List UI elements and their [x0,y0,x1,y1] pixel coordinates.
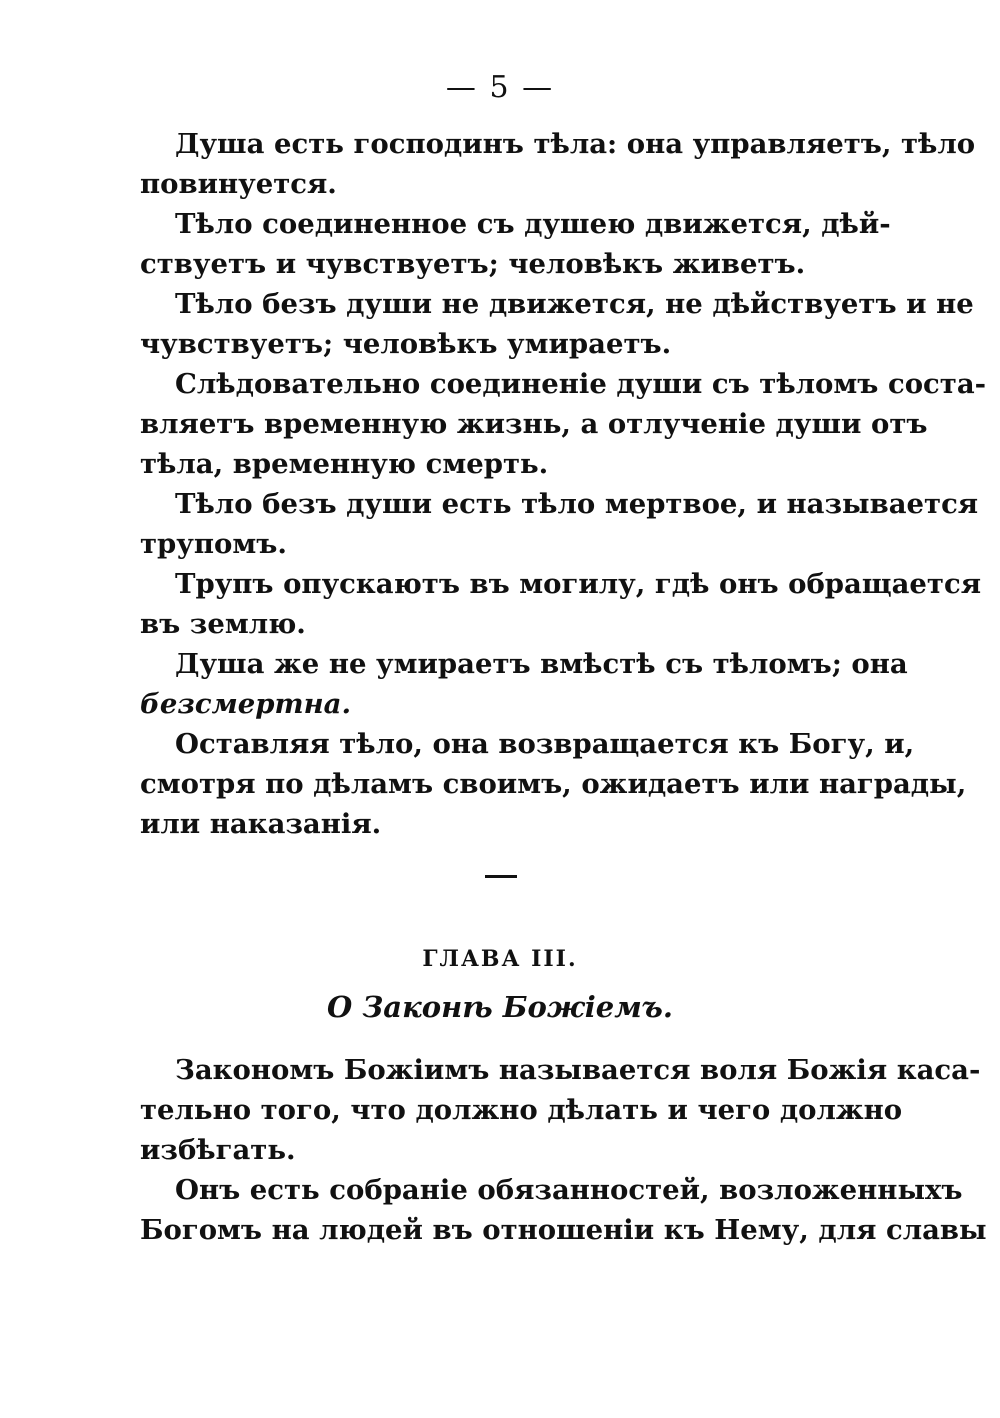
chapter-subtitle: О Законѣ Божіемъ. [327,990,673,1024]
paragraph [140,364,987,484]
section-divider [485,875,517,878]
paragraph [140,484,979,564]
paragraph [140,1170,987,1250]
body-text-section-1 [140,124,987,844]
text-line: чувствуетъ; человѣкъ умираетъ. [140,328,672,360]
text-line: въ землю. [140,608,306,640]
text-line: Закономъ Божіимъ называется воля Божія каса- [175,1054,981,1086]
text-line: Тѣло безъ души не движется, не дѣйствуетъ и не [175,288,974,320]
text-line: вляетъ временную жизнь, а отлученіе души отъ [140,408,928,440]
text-line: или наказанія. [140,808,382,840]
paragraph [140,644,908,724]
text-line: повинуется. [140,168,337,200]
text-line: Трупъ опускаютъ въ могилу, гдѣ онъ обращается [175,568,982,600]
text-line: Тѣло соединенное съ душею движется, дѣй- [175,208,891,240]
text-line: Богомъ на людей въ отношеніи къ Нему, для славы [140,1214,987,1246]
text-line: безсмертна. [140,688,352,720]
page-number: — 5 — [445,70,555,105]
paragraph [140,564,982,644]
text-line: трупомъ. [140,528,287,560]
body-text-section-2 [140,1050,987,1250]
text-line: ствуетъ и чувствуетъ; человѣкъ живетъ. [140,248,806,280]
text-line: Слѣдовательно соединеніе души съ тѣломъ соста- [175,368,987,400]
text-line: тельно того, что должно дѣлать и чего должно [140,1094,903,1126]
text-line: Душа же не умираетъ вмѣстѣ съ тѣломъ; она [175,648,908,680]
paragraph [140,284,974,364]
text-line: смотря по дѣламъ своимъ, ожидаетъ или награды, [140,768,967,800]
chapter-title: ГЛАВА III. [422,946,578,972]
text-line: Душа есть господинъ тѣла: она управляетъ, тѣло [175,128,976,160]
paragraph [140,204,891,284]
text-line: Онъ есть собраніе обязанностей, возложенныхъ [175,1174,963,1206]
paragraph [140,1050,981,1170]
text-line: избѣгать. [140,1134,296,1166]
text-line: Тѣло безъ души есть тѣло мертвое, и называется [175,488,979,520]
text-line: тѣла, временную смерть. [140,448,549,480]
text-line: Оставляя тѣло, она возвращается къ Богу, и, [175,728,915,760]
paragraph [140,724,967,844]
paragraph [140,124,976,204]
